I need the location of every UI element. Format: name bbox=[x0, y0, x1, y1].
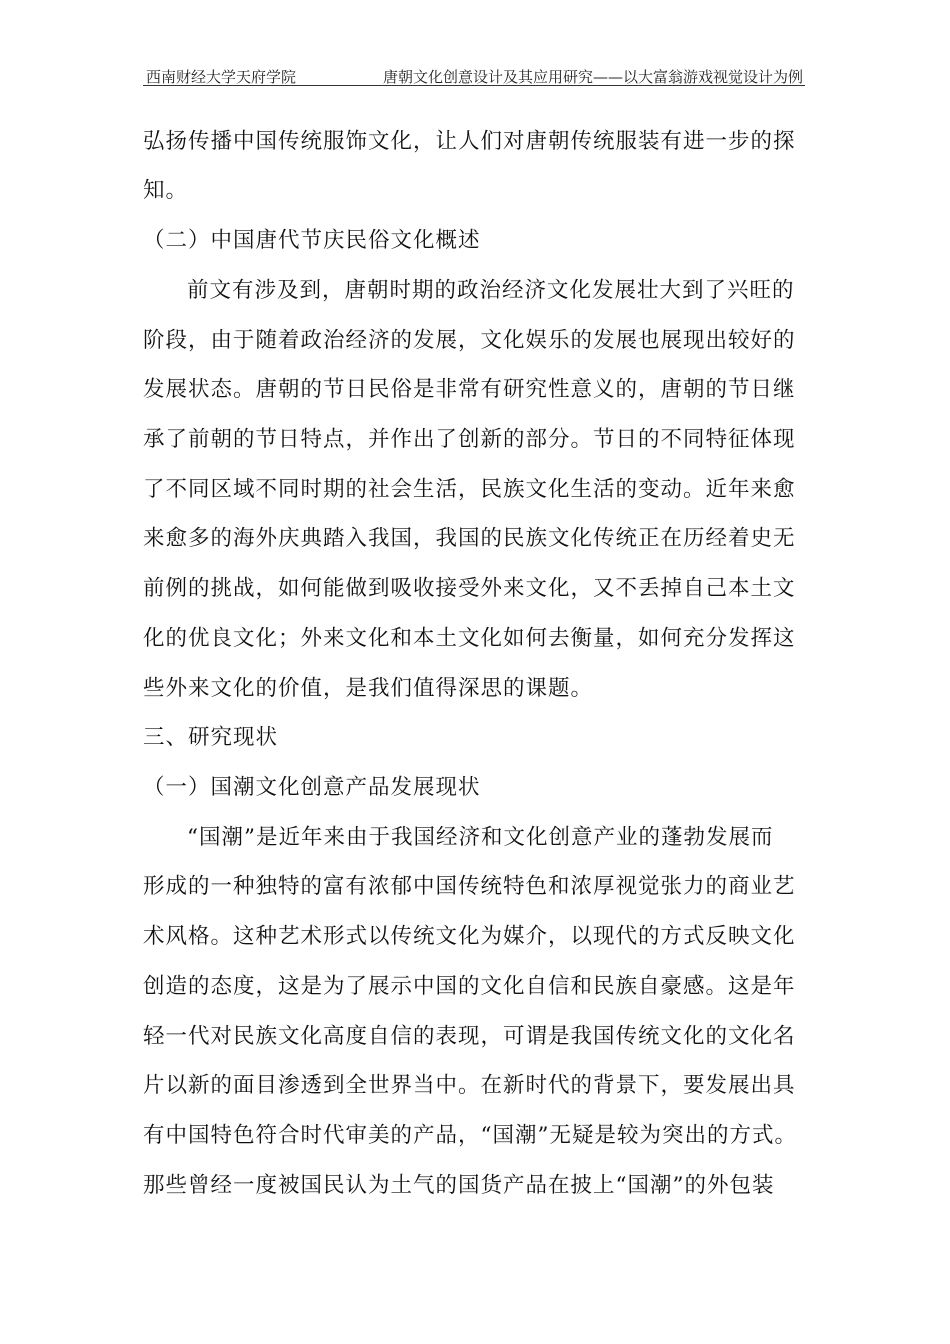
subsection-heading: （一）国潮文化创意产品发展现状 bbox=[143, 775, 481, 800]
body-line: 那些曾经一度被国民认为土气的国货产品在披上“国潮”的外包装 bbox=[143, 1173, 775, 1198]
body-line: 片以新的面目渗透到全世界当中。在新时代的背景下，要发展出具 bbox=[143, 1073, 796, 1098]
header-rule bbox=[143, 85, 805, 86]
body-line: 形成的一种独特的富有浓郁中国传统特色和浓厚视觉张力的商业艺 bbox=[143, 874, 796, 899]
section-heading: 三、研究现状 bbox=[143, 725, 279, 750]
body-line: “国潮”是近年来由于我国经济和文化创意产业的蓬勃发展而 bbox=[187, 825, 774, 850]
page-header bbox=[143, 64, 805, 86]
body-line: 化的优良文化；外来文化和本土文化如何去衡量，如何充分发挥这 bbox=[143, 626, 796, 651]
header-institution: 西南财经大学天府学院 bbox=[146, 68, 297, 86]
body-line: 来愈多的海外庆典踏入我国，我国的民族文化传统正在历经着史无 bbox=[143, 526, 796, 551]
body-line: 承了前朝的节日特点，并作出了创新的部分。节日的不同特征体现 bbox=[143, 427, 796, 452]
body-line: 了不同区域不同时期的社会生活，民族文化生活的变动。近年来愈 bbox=[143, 477, 796, 502]
body-line: 术风格。这种艺术形式以传统文化为媒介，以现代的方式反映文化 bbox=[143, 924, 796, 949]
subsection-heading: （二）中国唐代节庆民俗文化概述 bbox=[143, 228, 481, 253]
body-line: 知。 bbox=[143, 178, 189, 203]
body-line: 前例的挑战，如何能做到吸收接受外来文化，又不丢掉自己本土文 bbox=[143, 576, 796, 601]
body-line: 些外来文化的价值，是我们值得深思的课题。 bbox=[143, 676, 594, 701]
body-line: 前文有涉及到，唐朝时期的政治经济文化发展壮大到了兴旺的 bbox=[187, 278, 795, 303]
body-line: 阶段，由于随着政治经济的发展，文化娱乐的发展也展现出较好的 bbox=[143, 328, 796, 353]
body-line: 创造的态度，这是为了展示中国的文化自信和民族自豪感。这是年 bbox=[143, 974, 796, 999]
header-thesis-title: 唐朝文化创意设计及其应用研究——以大富翁游戏视觉设计为例 bbox=[382, 68, 803, 86]
body-line: 轻一代对民族文化高度自信的表现，可谓是我国传统文化的文化名 bbox=[143, 1024, 796, 1049]
body-line: 有中国特色符合时代审美的产品，“国潮”无疑是较为突出的方式。 bbox=[143, 1123, 797, 1148]
body-line: 发展状态。唐朝的节日民俗是非常有研究性意义的，唐朝的节日继 bbox=[143, 377, 796, 402]
body-line: 弘扬传播中国传统服饰文化，让人们对唐朝传统服装有进一步的探 bbox=[143, 129, 796, 154]
